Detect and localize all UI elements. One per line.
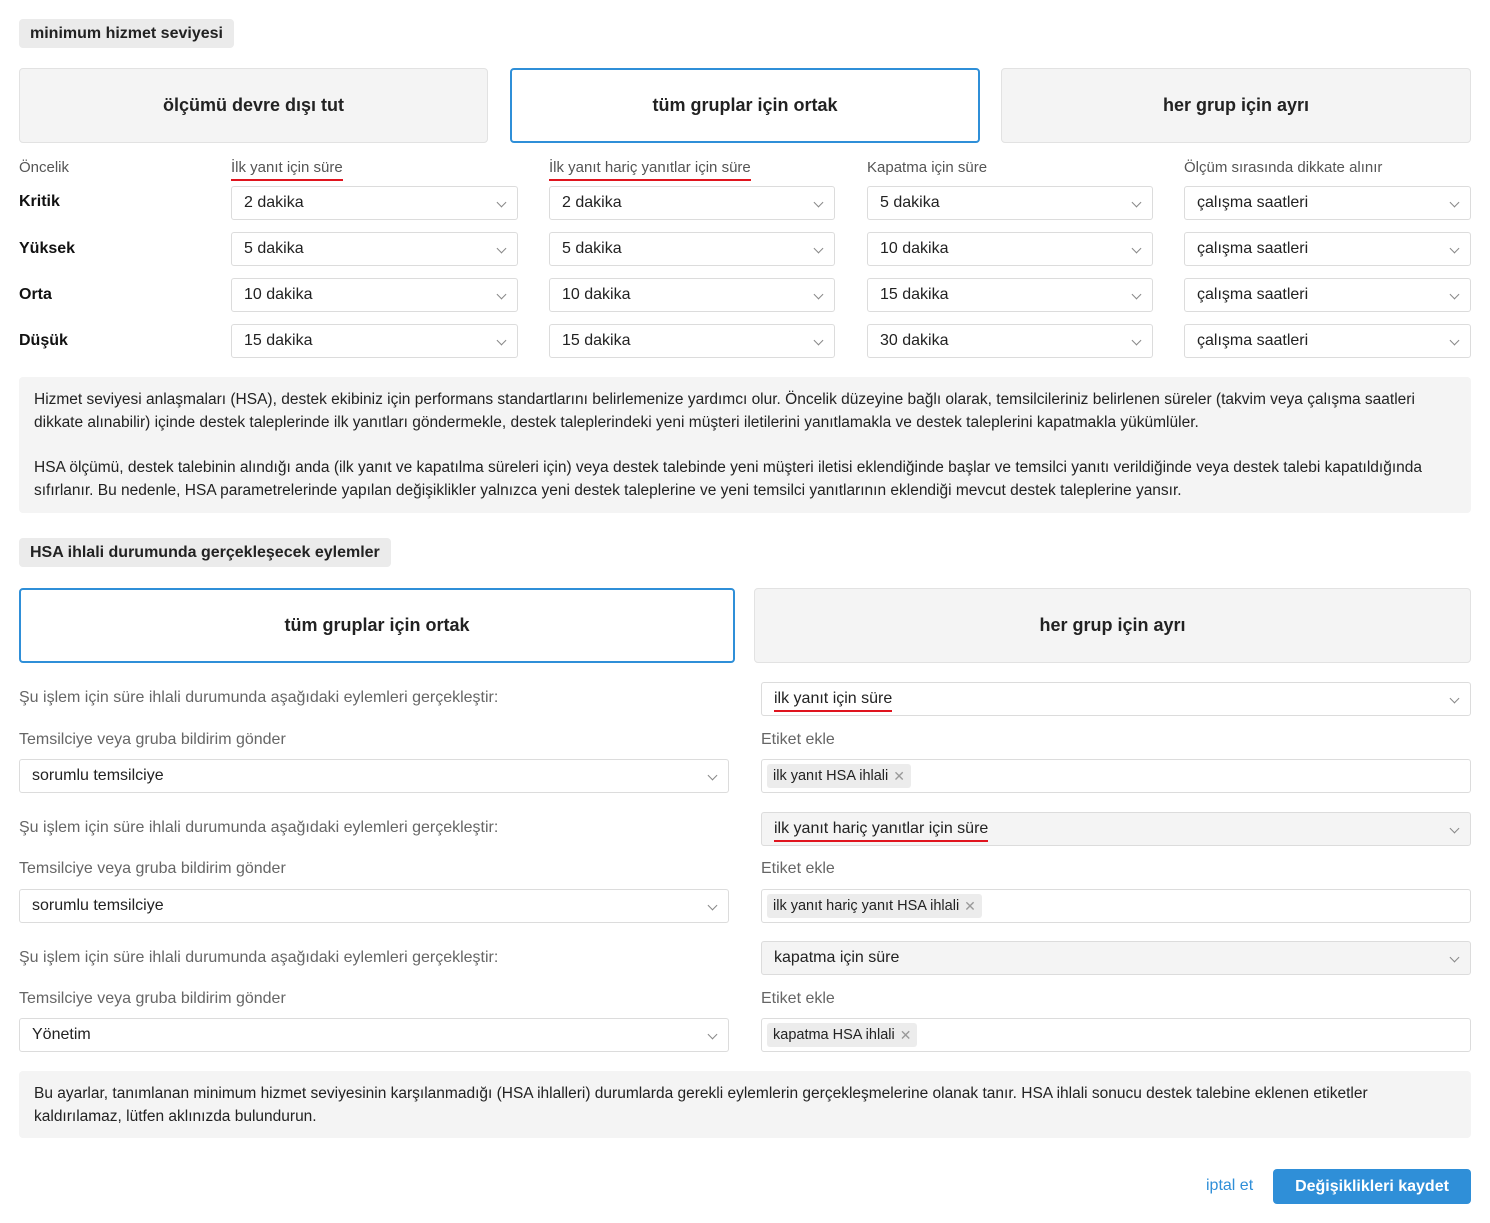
other-responses-select[interactable]: 2 dakika	[549, 186, 835, 220]
column-header-close: Kapatma için süre	[867, 159, 988, 176]
save-changes-button[interactable]: Değişiklikleri kaydet	[1273, 1169, 1471, 1204]
chevron-down-icon	[708, 771, 718, 781]
chevron-down-icon	[814, 198, 824, 208]
chevron-down-icon	[1450, 824, 1460, 834]
action-label: Şu işlem için süre ihlali durumunda aşağıdaki eylemleri gerçekleştir:	[19, 819, 499, 836]
sla-section-title: minimum hizmet seviyesi	[19, 19, 234, 48]
tag-input[interactable]	[761, 759, 1471, 793]
breach-mode-common[interactable]: tüm gruplar için ortak	[19, 588, 735, 663]
tag-chip: ilk yanıt HSA ihlali ✕	[767, 764, 911, 788]
chevron-down-icon	[497, 336, 507, 346]
chevron-down-icon	[814, 244, 824, 254]
breach-section-title: HSA ihlali durumunda gerçekleşecek eylemler	[19, 538, 391, 567]
chevron-down-icon	[497, 198, 507, 208]
remove-tag-icon[interactable]: ✕	[964, 897, 976, 914]
sla-info-paragraph: Hizmet seviyesi anlaşmaları (HSA), destek ekibiniz için performans standartlarını belirlemenize yardımcı olur. Öncelik düzeyine bağlı olarak, temsilcileriniz belirlenen süreler (takvim veya çalışma saatleri dikkate alınabilir) içinde destek taleplerinde ilk yanıtları göndermekle, destek taleplerindeki yeni müşteri iletilerini yanıtlamakla ve destek taleplerini kapatmakla yükümlüler.	[34, 391, 1415, 431]
mode-separate-per-group[interactable]: her grup için ayrı	[1001, 68, 1471, 143]
priority-label: Kritik	[19, 193, 60, 210]
chevron-down-icon	[1450, 694, 1460, 704]
column-header-first-response: İlk yanıt için süre	[231, 159, 343, 176]
other-responses-select[interactable]: 15 dakika	[549, 324, 835, 358]
column-header-priority: Öncelik	[19, 159, 70, 176]
hours-select[interactable]: çalışma saatleri	[1184, 278, 1471, 312]
chevron-down-icon	[497, 244, 507, 254]
notify-select[interactable]: Yönetim	[19, 1018, 729, 1052]
hours-select[interactable]: çalışma saatleri	[1184, 232, 1471, 266]
sla-info-panel	[19, 377, 1471, 513]
first-response-select[interactable]: 10 dakika	[231, 278, 518, 312]
breach-metric-select[interactable]: kapatma için süre	[761, 941, 1471, 975]
first-response-select[interactable]: 5 dakika	[231, 232, 518, 266]
priority-label: Düşük	[19, 332, 68, 349]
column-header-other-responses: İlk yanıt hariç yanıtlar için süre	[549, 159, 751, 176]
other-responses-select[interactable]: 5 dakika	[549, 232, 835, 266]
close-time-select[interactable]: 15 dakika	[867, 278, 1153, 312]
chevron-down-icon	[1450, 953, 1460, 963]
notify-label: Temsilciye veya gruba bildirim gönder	[19, 731, 286, 748]
breach-info-paragraph: Bu ayarlar, tanımlanan minimum hizmet seviyesinin karşılanmadığı (HSA ihlalleri) durumlarda gerekli eylemlerin gerçekleşmelerine olanak tanır. HSA ihlali sonucu destek talebine eklenen etiketler kaldırılamaz, lütfen aklınızda bulundurun.	[34, 1085, 1368, 1125]
chevron-down-icon	[1450, 244, 1460, 254]
chevron-down-icon	[1450, 336, 1460, 346]
breach-metric-select[interactable]: ilk yanıt hariç yanıtlar için süre	[761, 812, 1471, 846]
action-label: Şu işlem için süre ihlali durumunda aşağıdaki eylemleri gerçekleştir:	[19, 689, 499, 706]
other-responses-select[interactable]: 10 dakika	[549, 278, 835, 312]
chevron-down-icon	[708, 901, 718, 911]
chevron-down-icon	[814, 336, 824, 346]
hours-select[interactable]: çalışma saatleri	[1184, 324, 1471, 358]
tag-label: Etiket ekle	[761, 860, 835, 877]
hours-select[interactable]: çalışma saatleri	[1184, 186, 1471, 220]
tag-input[interactable]	[761, 1018, 1471, 1052]
notify-label: Temsilciye veya gruba bildirim gönder	[19, 860, 286, 877]
priority-label: Yüksek	[19, 240, 76, 257]
close-time-select[interactable]: 10 dakika	[867, 232, 1153, 266]
cancel-link[interactable]: iptal et	[1206, 1177, 1254, 1194]
chevron-down-icon	[814, 290, 824, 300]
tag-chip: ilk yanıt hariç yanıt HSA ihlali ✕	[767, 894, 982, 918]
chevron-down-icon	[1450, 290, 1460, 300]
notify-select[interactable]: sorumlu temsilciye	[19, 889, 729, 923]
breach-mode-separate[interactable]: her grup için ayrı	[754, 588, 1471, 663]
notify-label: Temsilciye veya gruba bildirim gönder	[19, 990, 286, 1007]
remove-tag-icon[interactable]: ✕	[893, 767, 905, 784]
chevron-down-icon	[1450, 198, 1460, 208]
tag-chip: kapatma HSA ihlali ✕	[767, 1023, 917, 1047]
action-label: Şu işlem için süre ihlali durumunda aşağıdaki eylemleri gerçekleştir:	[19, 949, 499, 966]
remove-tag-icon[interactable]: ✕	[899, 1026, 912, 1043]
tag-input[interactable]	[761, 889, 1471, 923]
chevron-down-icon	[1132, 336, 1142, 346]
breach-metric-select[interactable]: ilk yanıt için süre	[761, 682, 1471, 716]
chevron-down-icon	[1132, 198, 1142, 208]
chevron-down-icon	[708, 1030, 718, 1040]
chevron-down-icon	[1132, 244, 1142, 254]
first-response-select[interactable]: 15 dakika	[231, 324, 518, 358]
mode-disable-measurement[interactable]: ölçümü devre dışı tut	[19, 68, 488, 143]
chevron-down-icon	[1132, 290, 1142, 300]
close-time-select[interactable]: 5 dakika	[867, 186, 1153, 220]
breach-info-panel	[19, 1071, 1471, 1138]
tag-label: Etiket ekle	[761, 731, 835, 748]
tag-label: Etiket ekle	[761, 990, 835, 1007]
priority-label: Orta	[19, 286, 52, 303]
sla-info-paragraph: HSA ölçümü, destek talebinin alındığı anda (ilk yanıt ve kapatılma süreleri için) veya destek talebinde yeni müşteri iletisi eklendiğinde başlar ve temsilci yanıtı verildiğinde veya destek talebi kapatıldığında sıfırlanır. Bu nedenle, HSA parametrelerinde yapılan değişiklikler yalnızca yeni destek taleplerine ve yeni temsilci yanıtlarının eklendiği mevcut destek taleplerine yansır.	[34, 459, 1422, 499]
mode-common-all-groups[interactable]: tüm gruplar için ortak	[510, 68, 980, 143]
close-time-select[interactable]: 30 dakika	[867, 324, 1153, 358]
chevron-down-icon	[497, 290, 507, 300]
column-header-hours: Ölçüm sırasında dikkate alınır	[1184, 159, 1383, 176]
first-response-select[interactable]: 2 dakika	[231, 186, 518, 220]
notify-select[interactable]: sorumlu temsilciye	[19, 759, 729, 793]
